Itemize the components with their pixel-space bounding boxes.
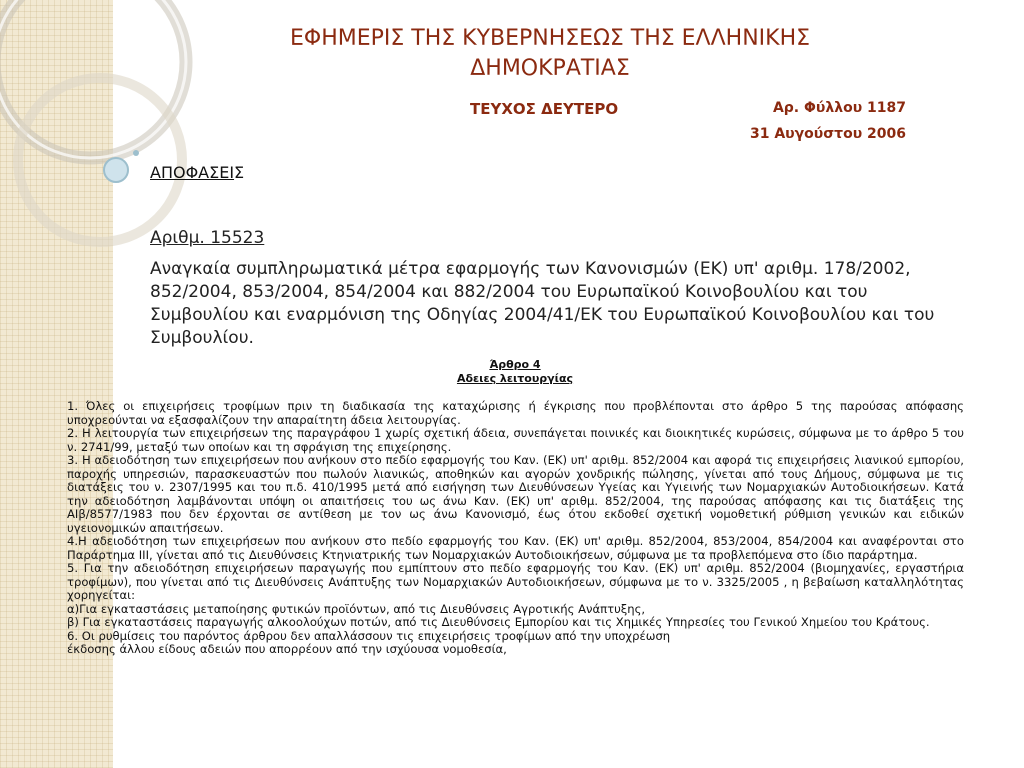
paragraph-5: 5. Για την αδειοδότηση επιχειρήσεων παραγωγής που εμπίπτουν στο πεδίο εφαρμογής του Καν. (ΕΚ) υπ' αριθμ. 852/2004 (βιομηχανίες, εργαστήρια τροφίμων), που γίνεται από τις Διευθύνσεις Ανάπτυξης των Νομαρχιακών Αυτοδιοικήσεων, σύμφωνα με το ν. 3325/2005 , η βεβαίωση καταλληλότητας χορηγείται: [67, 561, 964, 602]
issue-label: ΤΕΥΧΟΣ ΔΕΥΤΕΡΟ [470, 100, 619, 118]
article-body [67, 400, 964, 657]
title-line-1: ΕΦΗΜΕΡΙΣ ΤΗΣ ΚΥΒΕΡΝΗΣΕΩΣ ΤΗΣ ΕΛΛΗΝΙΚΗΣ [289, 26, 811, 51]
article-heading [400, 358, 630, 386]
article-number: Άρθρο 4 [489, 358, 541, 371]
paragraph-6: 6. Οι ρυθμίσεις του παρόντος άρθρου δεν απαλλάσσουν τις επιχειρήσεις τροφίμων από την υποχρέωση [67, 628, 671, 643]
paragraph-4: 4.Η αδειοδότηση των επιχειρήσεων που ανήκουν στο πεδίο εφαρμογής του Καν. (ΕΚ) υπ' αριθμ. 852/2004, 853/2004, 854/2004 και αναφέρονται στο Παράρτημα ΙΙΙ, γίνεται από τις Διευθύνσεις Κτηνιατρικής των Νομαρχιακών Αυτοδιοικήσεων, σύμφωνα με τα προβλεπόμενα στο ίδιο παράρτημα. [67, 534, 964, 562]
decisions-heading-tail: Σ [234, 163, 245, 182]
sheet-number: Αρ. Φύλλου 1187 [772, 100, 906, 116]
issue-date: 31 Αυγούστου 2006 [749, 126, 906, 142]
article-title: Αδειες λειτουργίας [456, 372, 574, 385]
decisions-heading [150, 163, 244, 182]
paragraph-2: 2. Η λειτουργία των επιχειρήσεων της παραγράφου 1 χωρίς σχετική άδεια, συνεπάγεται ποινικές και διοικητικές κυρώσεις, σύμφωνα με το άρθρο 5 του ν. 2741/99, μεταξύ των οποίων και τη σφράγιση της επιχείρησης. [67, 426, 964, 454]
title-line-2: ΔΗΜΟΚΡΑΤΙΑΣ [470, 56, 630, 81]
paragraph-3: 3. Η αδειοδότηση των επιχειρήσεων που ανήκουν στο πεδίο εφαρμογής του Καν. (ΕΚ) υπ' αριθμ. 852/2004 και αφορά τις επιχειρήσεις λιανικού εμπορίου, παροχής υπηρεσιών, παρασκευαστών που πωλούν λιανικώς, αποθηκών και αγορών χονδρικής πώλησης, γίνεται από τους Δήμους, σύμφωνα με τις διατάξεις του ν. 2307/1995 και του π.δ. 410/1995 μετά από εισήγηση των Διευθύνσεων Υγείας και Υγιεινής των Νομαρχιακών Αυτοδιοικήσεων. Κατά την αδειοδότηση λαμβάνονται υπόψη οι απαιτήσεις του ως άνω Καν. (ΕΚ) υπ' αριθμ. 852/2004, της παρούσας απόφασης και τις διατάξεις της ΑΙβ/8577/1983 που δεν έρχονται σε αντίθεση με τον ως άνω Κανονισμό, έως ότου εκδοθεί σχετική νομοθετική ρύθμιση γενικών και ειδικών υγειονομικών απαιτήσεων. [67, 453, 964, 535]
decisions-heading-underlined: ΑΠΟΦΑΣΕΙ [150, 163, 235, 182]
gazette-title [150, 24, 950, 84]
paragraph-6-cont: έκδοσης άλλου είδους αδειών που απορρέουν από την ισχύουσα νομοθεσία, [67, 642, 507, 656]
paragraph-5a: α)Για εγκαταστάσεις μεταποίησης φυτικών προϊόντων, από τις Διευθύνσεις Αγροτικής Ανάπτυξης, [67, 601, 646, 616]
decision-title: Αναγκαία συμπληρωματικά μέτρα εφαρμογής των Κανονισμών (ΕΚ) υπ' αριθμ. 178/2002, 852/2004, 853/2004, 854/2004 και 882/2004 του Ευρωπαϊκού Κοινοβουλίου και του Συμβουλίου και εναρμόνιση της Οδηγίας 2004/41/ΕΚ του Ευρωπαϊκού Κοινοβουλίου και του Συμβουλίου. [150, 259, 935, 348]
decision-number: Αριθμ. 15523 [150, 228, 265, 248]
paragraph-1: 1. Όλες οι επιχειρήσεις τροφίμων πριν τη διαδικασία της καταχώρισης ή έγκρισης που προβλέπονται στο άρθρο 5 της παρούσας απόφασης υποχρεούνται να εξασφαλίζουν την απαραίτητη άδεια λειτουργίας. [67, 399, 964, 427]
paragraph-5b: β) Για εγκαταστάσεις παραγωγής αλκοολούχων ποτών, από τις Διευθύνσεις Εμπορίου και τις Χημικές Υπηρεσίες του Γενικού Χημείου του Κράτους. [67, 615, 930, 629]
